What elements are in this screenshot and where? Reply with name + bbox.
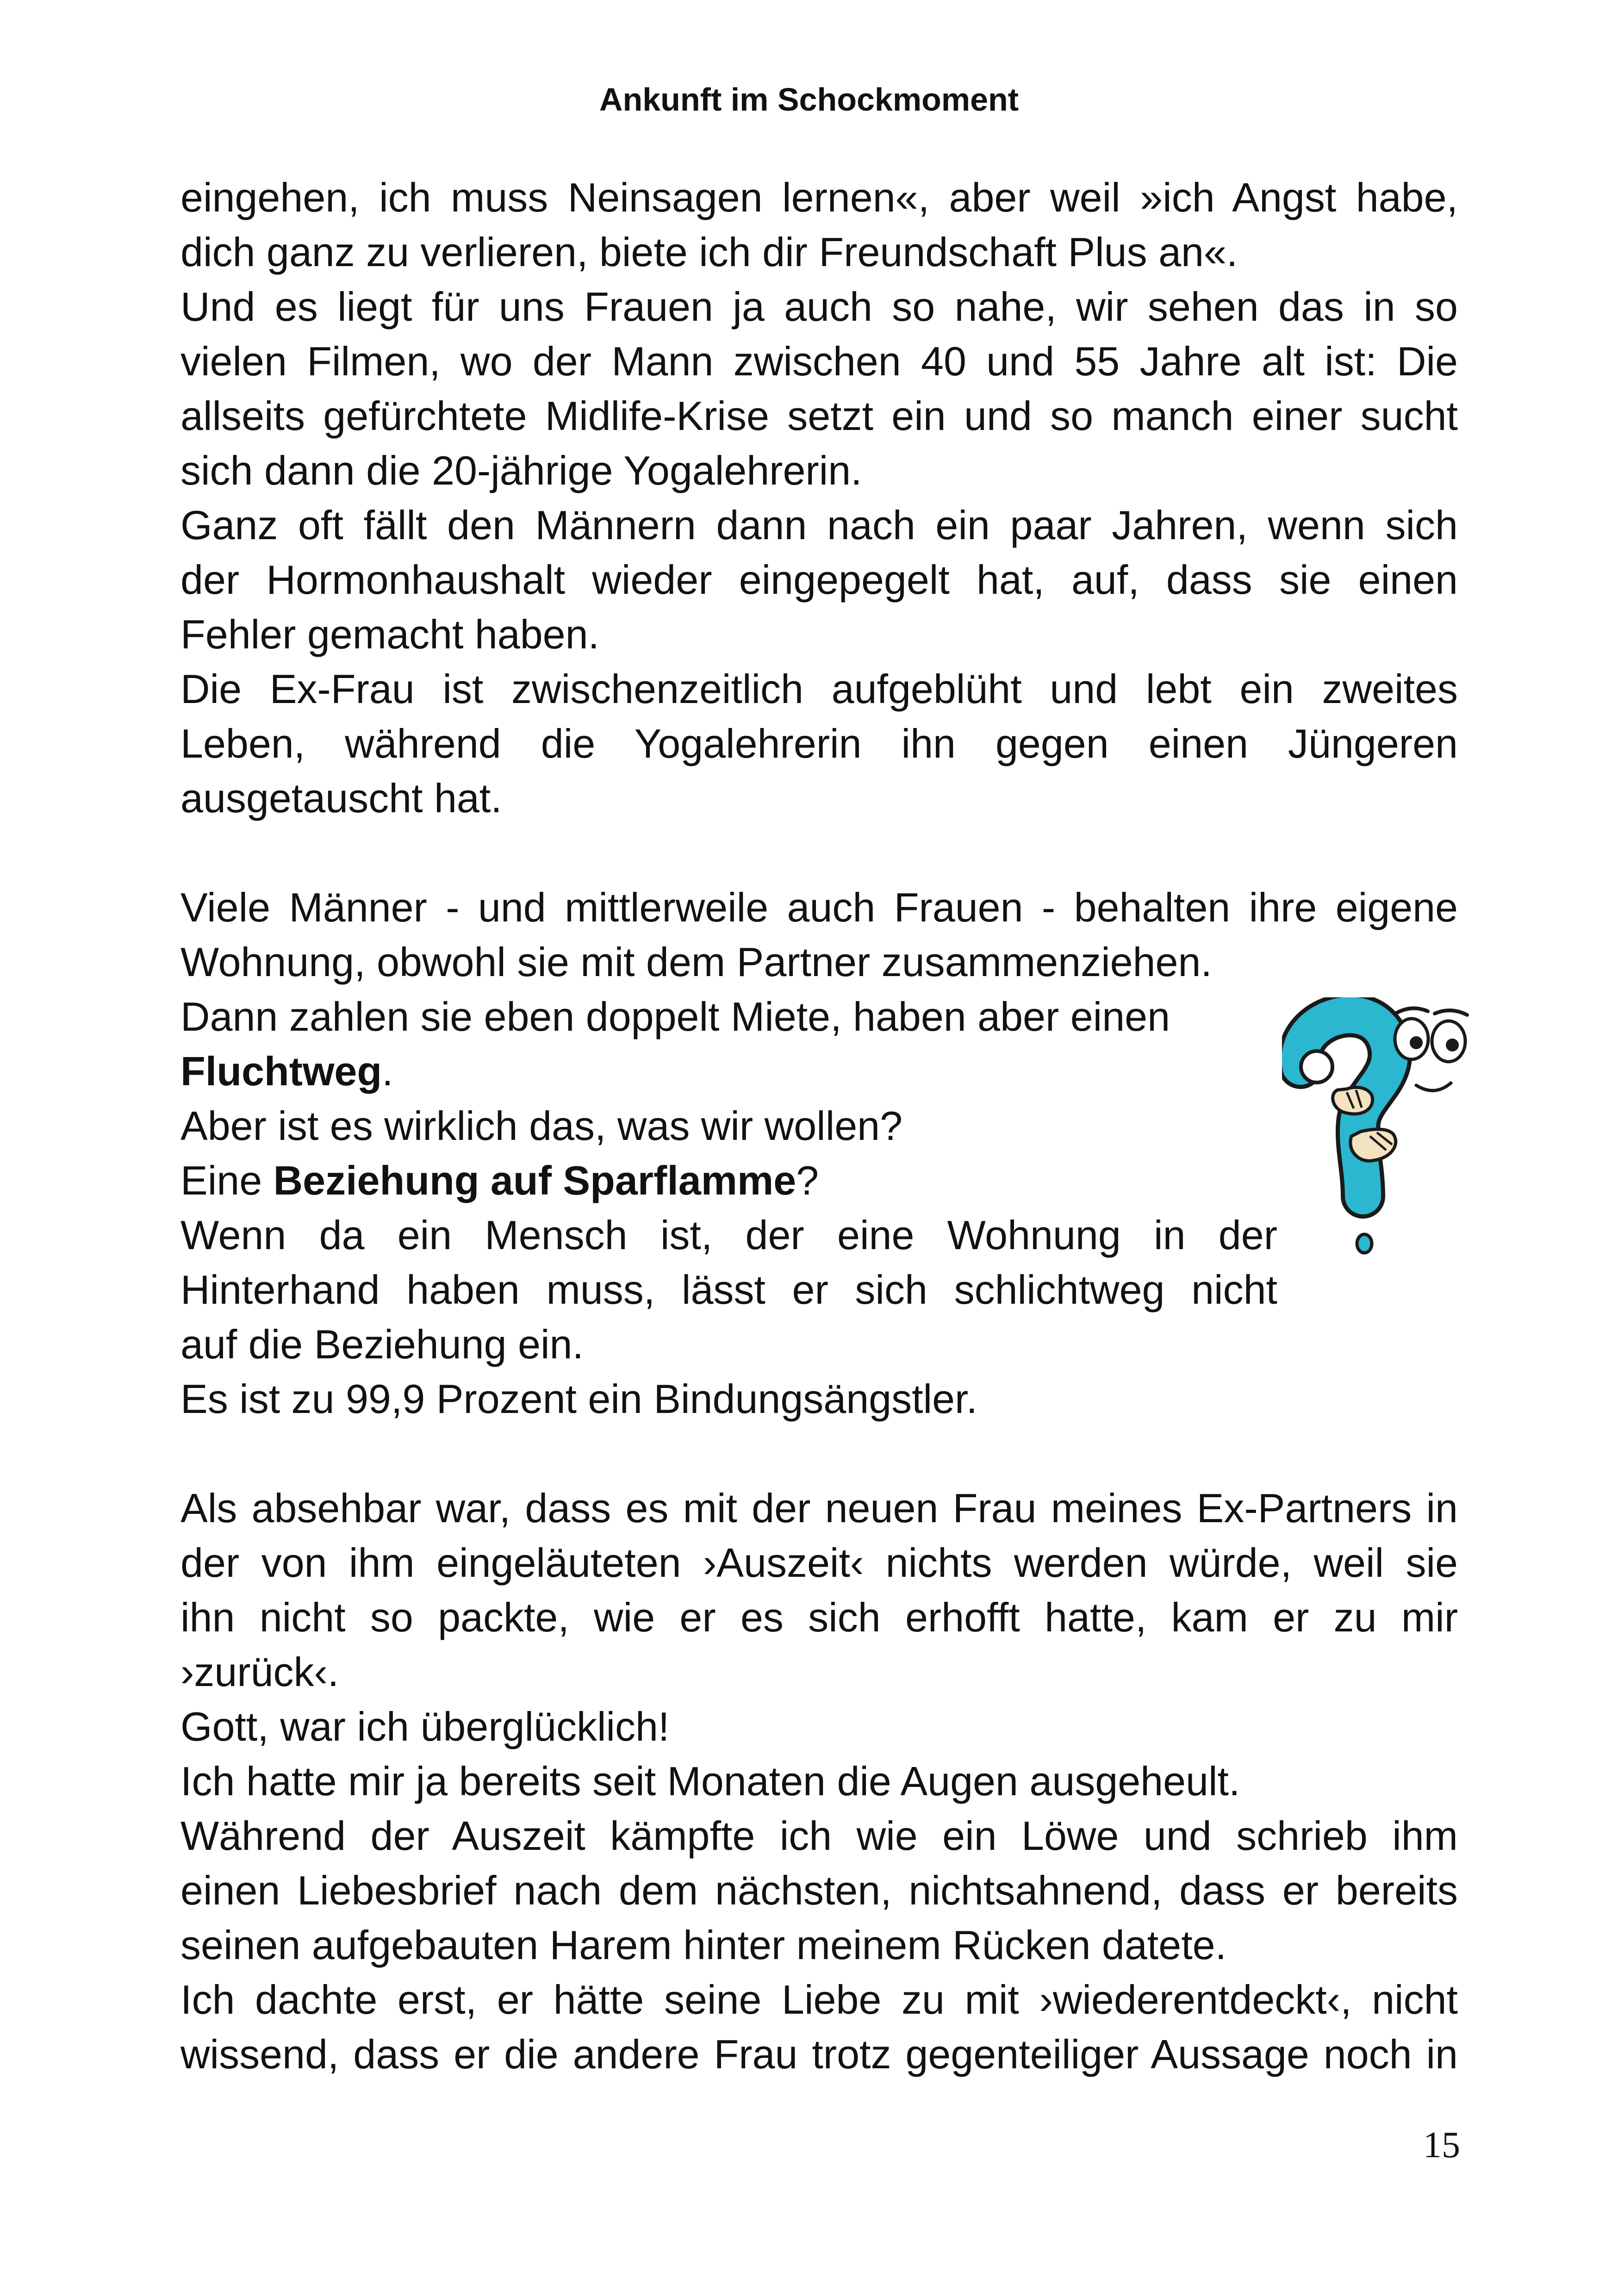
text-line: Die Ex-Frau ist zwischenzeitlich aufgeblüht und lebt ein zweites [180, 666, 1458, 712]
text-line: dich ganz zu verlieren, biete ich dir Freundschaft Plus an«. [180, 229, 1238, 275]
text-line: auf die Beziehung ein. [180, 1321, 584, 1367]
text-line: Viele Männer - und mittlerweile auch Frauen - behalten ihre eigene [180, 884, 1458, 930]
text-line: Ganz oft fällt den Männern dann nach ein paar Jahren, wenn sich [180, 502, 1458, 548]
text-line: Hinterhand haben muss, lässt er sich schlichtweg nicht [180, 1267, 1277, 1313]
text-line: wissend, dass er die andere Frau trotz gegenteiliger Aussage noch in [180, 2031, 1458, 2077]
text-line: Als absehbar war, dass es mit der neuen Frau meines Ex-Partners in [180, 1485, 1458, 1531]
text-line: ›zurück‹. [180, 1649, 339, 1695]
text-line: Ich hatte mir ja bereits seit Monaten die Augen ausgeheult. [180, 1758, 1240, 1804]
text-line: Wohnung, obwohl sie mit dem Partner zusammenziehen. [180, 939, 1212, 985]
text-line: ihn nicht so packte, wie er es sich erhofft hatte, kam er zu mir [180, 1594, 1458, 1640]
text-line: allseits gefürchtete Midlife-Krise setzt ein und so manch einer sucht [180, 393, 1458, 439]
text-run: ? [796, 1157, 819, 1203]
text-line: eingehen, ich muss Neinsagen lernen«, aber weil »ich Angst habe, [180, 174, 1458, 220]
text-line-sparflamme [180, 1153, 819, 1208]
text-line: seinen aufgebauten Harem hinter meinem Rücken datete. [180, 1922, 1227, 1968]
text-line: der Hormonhaushalt wieder eingepegelt hat, auf, dass sie einen [180, 557, 1458, 603]
text-run: Eine [180, 1157, 274, 1203]
text-line: Während der Auszeit kämpfte ich wie ein Löwe und schrieb ihm [180, 1813, 1458, 1859]
text-line: Aber ist es wirklich das, was wir wollen? [180, 1103, 903, 1149]
text-line: Und es liegt für uns Frauen ja auch so nahe, wir sehen das in so [180, 284, 1458, 330]
text-line: der von ihm eingeläuteten ›Auszeit‹ nichts werden würde, weil sie [180, 1540, 1458, 1586]
bold-term: Fluchtweg [180, 1048, 382, 1094]
running-head: Ankunft im Schockmoment [599, 81, 1019, 118]
text-run: . [382, 1048, 393, 1094]
text-line: vielen Filmen, wo der Mann zwischen 40 und 55 Jahre alt ist: Die [180, 338, 1458, 384]
text-line: Fehler gemacht haben. [180, 611, 600, 657]
text-line: Wenn da ein Mensch ist, der eine Wohnung in der [180, 1212, 1277, 1258]
text-line: einen Liebesbrief nach dem nächsten, nichtsahnend, dass er bereits [180, 1867, 1458, 1913]
text-line: Dann zahlen sie eben doppelt Miete, haben aber einen [180, 994, 1170, 1039]
bold-term: Beziehung auf Sparflamme [273, 1157, 797, 1203]
question-mark-cartoon-icon [1282, 997, 1486, 1257]
page-number: 15 [1423, 2125, 1460, 2165]
text-line: Ich dachte erst, er hätte seine Liebe zu mit ›wiederentdeckt‹, nicht [180, 1977, 1458, 2022]
text-line: ausgetauscht hat. [180, 775, 502, 821]
text-line: Es ist zu 99,9 Prozent ein Bindungsängstler. [180, 1376, 977, 1422]
text-line: Gott, war ich überglücklich! [180, 1704, 670, 1749]
text-line: sich dann die 20-jährige Yogalehrerin. [180, 448, 862, 493]
text-line-fluchtweg [180, 1044, 393, 1099]
text-line: Leben, während die Yogalehrerin ihn gegen einen Jüngeren [180, 721, 1458, 766]
